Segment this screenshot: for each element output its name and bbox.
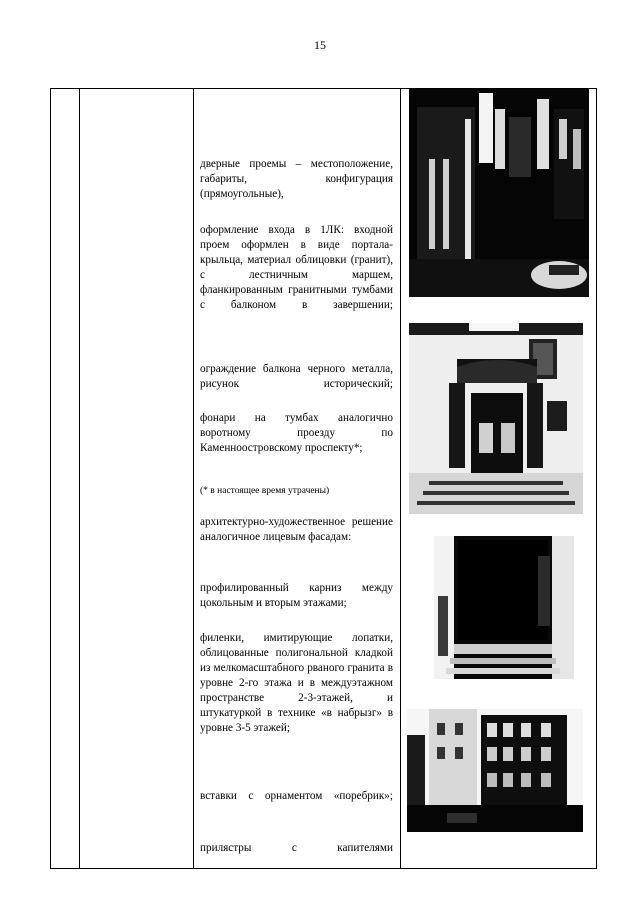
description-cell: [194, 89, 401, 869]
paragraph-architectural-solution: архитектурно-художественное решение аналогичное лицевым фасадам:: [200, 516, 393, 543]
paragraph-pilasters: прилястры с капителями: [200, 842, 393, 854]
paragraph-balcony-railing: ограждение балкона черного металла, рисунок исторический;: [200, 363, 393, 390]
paragraph-entrance-design: оформление входа в 1ЛК: входной проем оформлен в виде портала-крыльца, материал облицовки (гранит), с лестничным маршем, фланкированным гранитными тумбами с балконом в завершении;: [200, 224, 393, 311]
paragraph-panels: филенки, имитирующие лопатки, облицованные полигональной кладкой из мелкомасштабного рваного гранита в уровне 2-го этажа и в междуэтажном пространстве 2-3-этажей, и штукатуркой в технике «в набрызг» в уровне 3-5 этажей;: [200, 632, 393, 734]
paragraph-inserts: вставки с орнаментом «поребрик»;: [200, 790, 393, 802]
column-index-cell: [51, 89, 80, 869]
column-object-cell: [80, 89, 194, 869]
document-table: [50, 88, 597, 869]
paragraph-lanterns: фонари на тумбах аналогично воротному проезду по Каменноостровскому проспекту*;: [200, 412, 393, 454]
photo-facade-upper: [409, 89, 589, 297]
photo-entrance-portal: [409, 323, 583, 514]
photo-courtyard-facade: [407, 695, 583, 832]
photo-doorway-detail: [434, 536, 574, 679]
photos-cell: [401, 89, 597, 869]
paragraph-door-openings: дверные проемы – местоположение, габариты, конфигурация (прямоугольные),: [200, 158, 393, 200]
paragraph-footnote: (* в настоящее время утрачены): [200, 486, 330, 496]
page-number: 15: [314, 38, 326, 52]
paragraph-cornice: профилированный карниз между цокольным и вторым этажами;: [200, 582, 393, 609]
